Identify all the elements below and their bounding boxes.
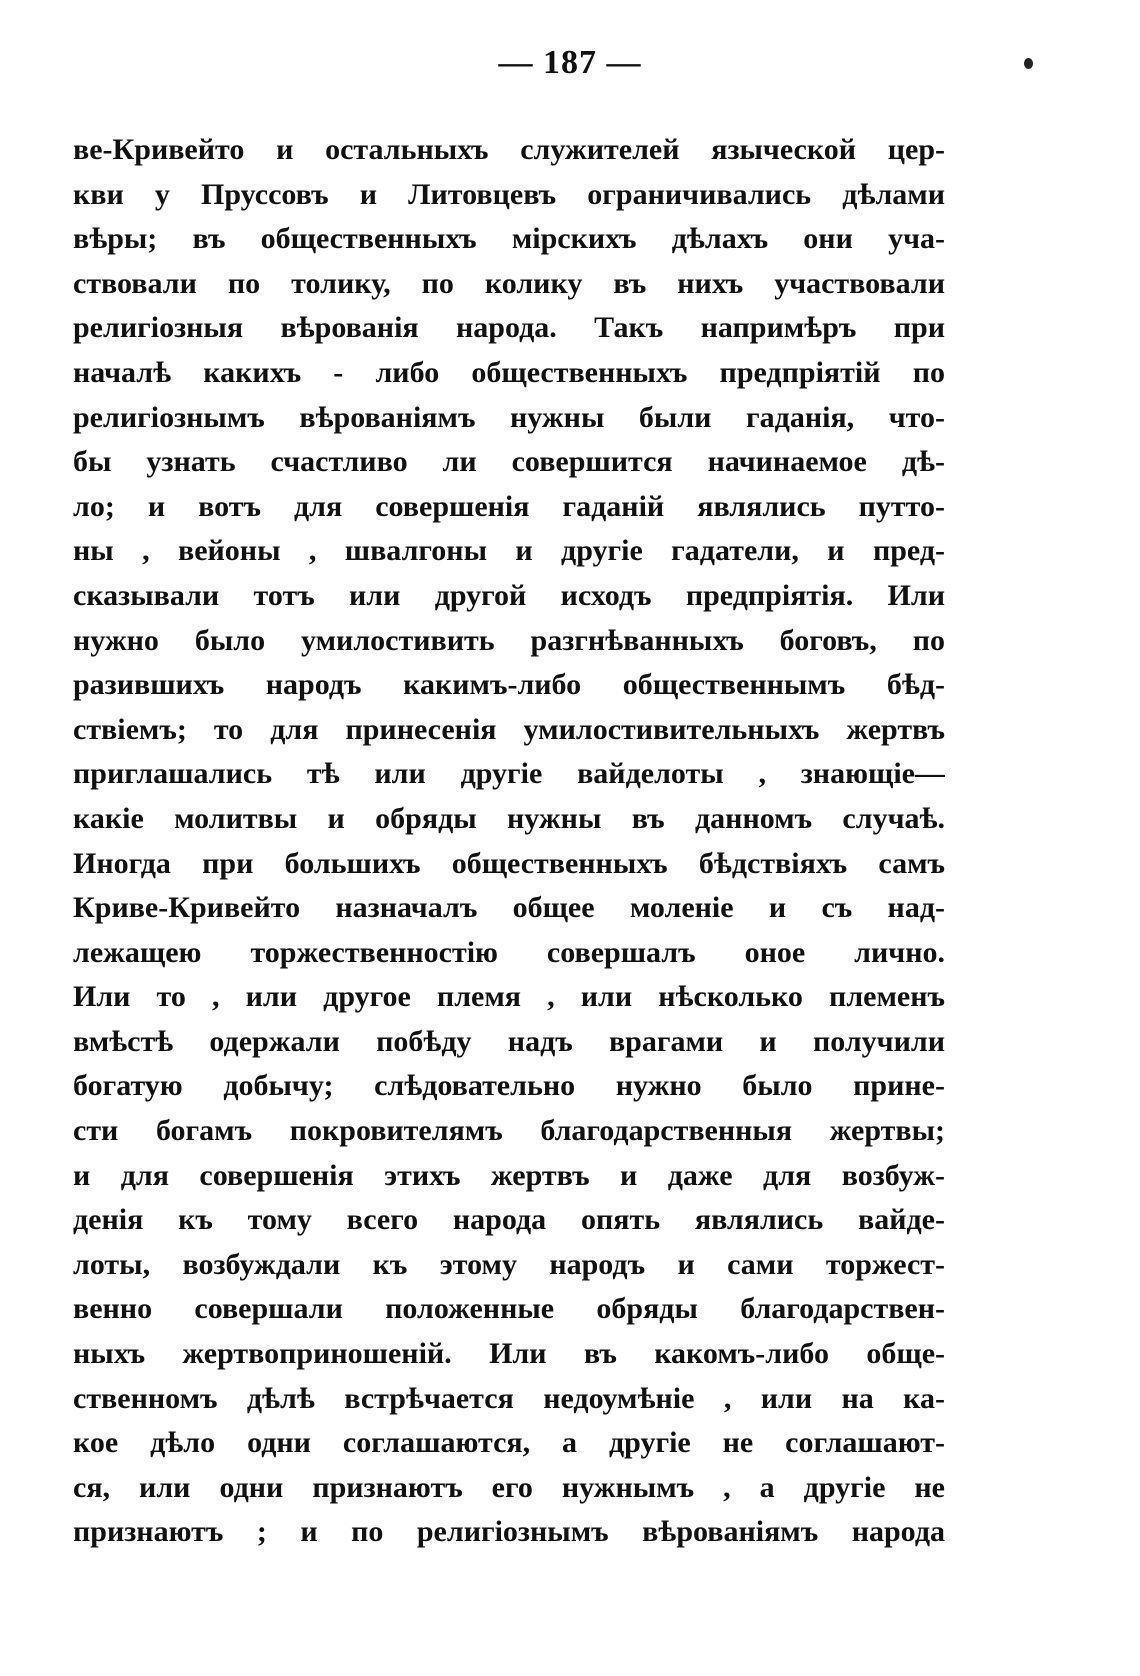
text-line: Иногда при большихъ общественныхъ бѣдствіяхъ самъ: [73, 846, 945, 880]
text-line: религіознымъ вѣрованіямъ нужны были гаданія, что-: [73, 400, 945, 434]
text-line: ственномъ дѣлѣ встрѣчается недоумѣніе , или на ка-: [73, 1381, 945, 1415]
text-line: ныхъ жертвоприношеній. Или въ какомъ-либо обще-: [73, 1337, 945, 1371]
text-line: Или то , или другое племя , или нѣсколько племенъ: [73, 980, 945, 1014]
text-line: началѣ какихъ - либо общественныхъ предпріятій по: [73, 355, 945, 389]
text-line: Криве-Кривейто назначалъ общее моленіе и съ над-: [73, 891, 945, 925]
body-text: [73, 128, 945, 1555]
text-line: ствіемъ; то для принесенія умилостивительныхъ жертвъ: [73, 712, 945, 746]
text-line: разившихъ народъ какимъ-либо общественнымъ бѣд-: [73, 668, 945, 702]
text-line: сти богамъ покровителямъ благодарственныя жертвы;: [73, 1114, 945, 1148]
text-line: бы узнать счастливо ли совершится начинаемое дѣ-: [73, 445, 945, 479]
text-line: ве-Кривейто и остальныхъ служителей языческой цер-: [73, 133, 945, 166]
text-line: ствовали по толику, по колику въ нихъ участвовали: [73, 266, 945, 300]
text-line: кви у Пруссовъ и Литовцевъ ограничивались дѣлами: [73, 177, 945, 211]
text-line: ны , вейоны , швалгоны и другіе гадатели, и пред-: [73, 534, 945, 568]
text-line: ло; и вотъ для совершенія гаданій являлись путто-: [73, 489, 945, 523]
text-line: ся, или одни признаютъ его нужнымъ , а другіе не: [73, 1470, 945, 1504]
text-line: вмѣстѣ одержали побѣду надъ врагами и получили: [73, 1024, 945, 1058]
text-line: денія къ тому всего народа опять являлись вайде-: [73, 1203, 945, 1237]
text-line: венно совершали положенные обряды благодарствен-: [73, 1292, 945, 1326]
text-line: кое дѣло одни соглашаются, а другіе не соглашают-: [73, 1426, 945, 1460]
text-line: нужно было умилостивить разгнѣванныхъ боговъ, по: [73, 623, 945, 657]
page-number: — 187 —: [498, 44, 642, 81]
text-line: богатую добычу; слѣдовательно нужно было прине-: [73, 1069, 945, 1103]
text-line: сказывали тотъ или другой исходъ предпріятія. Или: [73, 578, 945, 612]
text-line: и для совершенія этихъ жертвъ и даже для возбуж-: [73, 1158, 945, 1192]
text-line: какіе молитвы и обряды нужны въ данномъ случаѣ.: [73, 801, 945, 835]
text-line: признаютъ ; и по религіознымъ вѣрованіямъ народа: [73, 1515, 945, 1549]
text-line: лоты, возбуждали къ этому народъ и сами торжест-: [73, 1247, 945, 1281]
text-line: приглашались тѣ или другіе вайделоты , знающіе—: [73, 757, 945, 791]
text-line: религіозныя вѣрованія народа. Такъ напримѣръ при: [73, 311, 945, 345]
ink-speck: [1024, 58, 1033, 69]
text-line: лежащею торжественностію совершалъ оное лично.: [73, 935, 945, 969]
text-line: вѣры; въ общественныхъ мірскихъ дѣлахъ они уча-: [73, 222, 945, 256]
